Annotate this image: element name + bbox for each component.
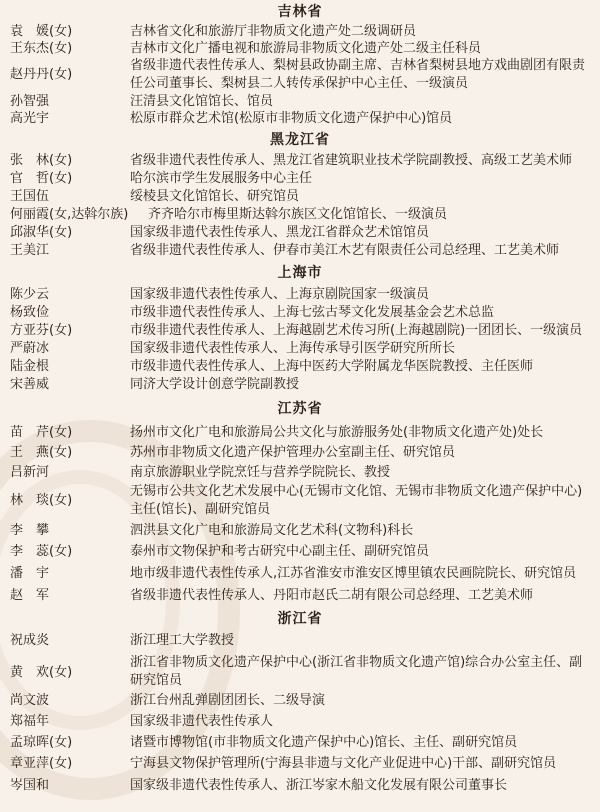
entry-desc: 扬州市文化广电和旅游局公共文化与旅游服务处(非物质文化遗产处)处长 <box>130 425 544 440</box>
entry-name: 孙智强 <box>10 94 50 109</box>
entry-desc: 市级非遗代表性传承人、上海中医药大学附属龙华医院教授、主任医师 <box>130 359 534 374</box>
entry-name: 宋善威 <box>10 377 50 392</box>
entry-desc: 宁海县文物保护管理所(宁海县非遗与文化产业促进中心)干部、副研究馆员 <box>130 756 557 771</box>
entry-name: 苗 芹(女) <box>10 425 73 440</box>
entry-desc: 地市级非遗代表性传承人,江苏省淮安市淮安区博里镇农民画院院长、研究馆员 <box>130 566 577 581</box>
entry-name: 祝成炎 <box>10 633 50 648</box>
entry-name: 张 林(女) <box>10 153 73 168</box>
entry-name: 吕新河 <box>10 465 50 480</box>
entry-name: 袁 媛(女) <box>10 24 73 39</box>
entry-name: 方亚芬(女) <box>10 323 73 338</box>
section-title-jiangsu: 江苏省 <box>277 401 323 417</box>
entry-desc: 齐齐哈尔市梅里斯达斡尔族区文化馆馆长、一级演员 <box>148 207 448 222</box>
entry-name: 陈少云 <box>10 287 50 302</box>
entry-name: 杨致俭 <box>10 305 50 320</box>
entry-name: 郑福年 <box>10 714 50 729</box>
entry-desc: 绥棱县文化馆馆长、研究馆员 <box>130 189 300 204</box>
entry-desc: 市级非遗代表性传承人、上海七弦古琴文化发展基金会艺术总监 <box>130 305 495 320</box>
entry-name: 黄 欢(女) <box>10 665 73 680</box>
entry-desc: 国家级非遗代表性传承人、上海传承导引医学研究所所长 <box>130 341 456 356</box>
entry-desc: 国家级非遗代表性传承人、上海京剧院国家一级演员 <box>130 287 430 302</box>
entry-desc: 浙江理工大学教授 <box>130 633 235 648</box>
entry-desc: 国家级非遗代表性传承人、浙江岑家木船文化发展有限公司董事长 <box>130 778 508 793</box>
entry-desc: 苏州市非物质文化遗产保护管理办公室副主任、研究馆员 <box>130 445 456 460</box>
entry-name: 章亚萍(女) <box>10 756 73 771</box>
entry-desc: 泰州市文物保护和考古研究中心副主任、副研究馆员 <box>130 544 430 559</box>
entry-desc: 省级非遗代表性传承人、梨树县政协副主席、吉林省梨树县地方戏曲剧团有限责任公司董事长、梨树县二人转传承保护中心主任、一级演员 <box>130 58 586 91</box>
entry-name: 陆金根 <box>10 359 50 374</box>
entry-name: 官 哲(女) <box>10 171 73 186</box>
entry-name: 高光宇 <box>10 111 50 126</box>
entry-desc: 省级非遗代表性传承人、黑龙江省建筑职业技术学院副教授、高级工艺美术师 <box>130 153 573 168</box>
entry-desc: 吉林市文化广播电视和旅游局非物质文化遗产处二级主任科员 <box>130 41 482 56</box>
entry-desc: 松原市群众艺术馆(松原市非物质文化遗产保护中心)馆员 <box>130 111 453 126</box>
section-title-shanghai: 上海市 <box>277 265 323 281</box>
entry-desc: 市级非遗代表性传承人、上海越剧艺术传习所(上海越剧院)一团团长、一级演员 <box>130 323 583 338</box>
entry-name: 邱淑华(女) <box>10 225 73 240</box>
entry-desc: 哈尔滨市学生发展服务中心主任 <box>130 171 313 186</box>
entry-desc: 国家级非遗代表性传承人、黑龙江省群众艺术馆馆员 <box>130 225 430 240</box>
entry-desc: 浙江省非物质文化遗产保护中心(浙江省非物质文化遗产馆)综合办公室主任、副研究馆员 <box>130 655 583 688</box>
entry-name: 王东杰(女) <box>10 41 73 56</box>
entry-name: 严蔚冰 <box>10 341 50 356</box>
entry-name: 潘 宇 <box>10 566 50 581</box>
entry-name: 岑国和 <box>10 778 50 793</box>
entry-name: 尚文波 <box>10 693 50 708</box>
entry-name: 林 琰(女) <box>10 493 73 508</box>
entry-name: 赵 军 <box>10 588 50 603</box>
section-title-zhejiang: 浙江省 <box>277 611 323 627</box>
entry-name: 王美江 <box>10 243 50 258</box>
entry-name: 孟琼晖(女) <box>10 735 73 750</box>
entry-desc: 省级非遗代表性传承人、伊春市美江木艺有限责任公司总经理、工艺美术师 <box>130 243 560 258</box>
entry-desc: 吉林省文化和旅游厅非物质文化遗产处二级调研员 <box>130 24 417 39</box>
entry-name: 赵丹丹(女) <box>10 67 73 82</box>
entry-desc: 浙江台州乱弹剧团团长、二级导演 <box>130 693 326 708</box>
entry-desc: 诸暨市博物馆(市非物质文化遗产保护中心)馆长、主任、副研究馆员 <box>130 735 518 750</box>
section-title-jilin: 吉林省 <box>277 4 323 20</box>
entry-name: 王 燕(女) <box>10 445 73 460</box>
entry-desc: 省级非遗代表性传承人、丹阳市赵氏二胡有限公司总经理、工艺美术师 <box>130 588 534 603</box>
entry-desc: 南京旅游职业学院烹饪与营养学院院长、教授 <box>130 465 391 480</box>
entry-desc: 无锡市公共文化艺术发展中心(无锡市文化馆、无锡市非物质文化遗产保护中心)主任(馆长)、副研究馆员 <box>130 484 583 517</box>
entry-name: 李 蕊(女) <box>10 544 73 559</box>
section-title-heilongjiang: 黑龙江省 <box>270 132 330 148</box>
entry-name: 何丽霞(女,达斡尔族) <box>10 207 129 222</box>
entry-desc: 同济大学设计创意学院副教授 <box>130 377 300 392</box>
entry-desc: 国家级非遗代表性传承人 <box>130 714 274 729</box>
entry-desc: 泗洪县文化广电和旅游局文化艺术科(文物科)科长 <box>130 523 414 538</box>
entry-name: 王国伍 <box>10 189 50 204</box>
entry-desc: 汪清县文化馆馆长、馆员 <box>130 94 274 109</box>
entry-name: 李 攀 <box>10 523 50 538</box>
